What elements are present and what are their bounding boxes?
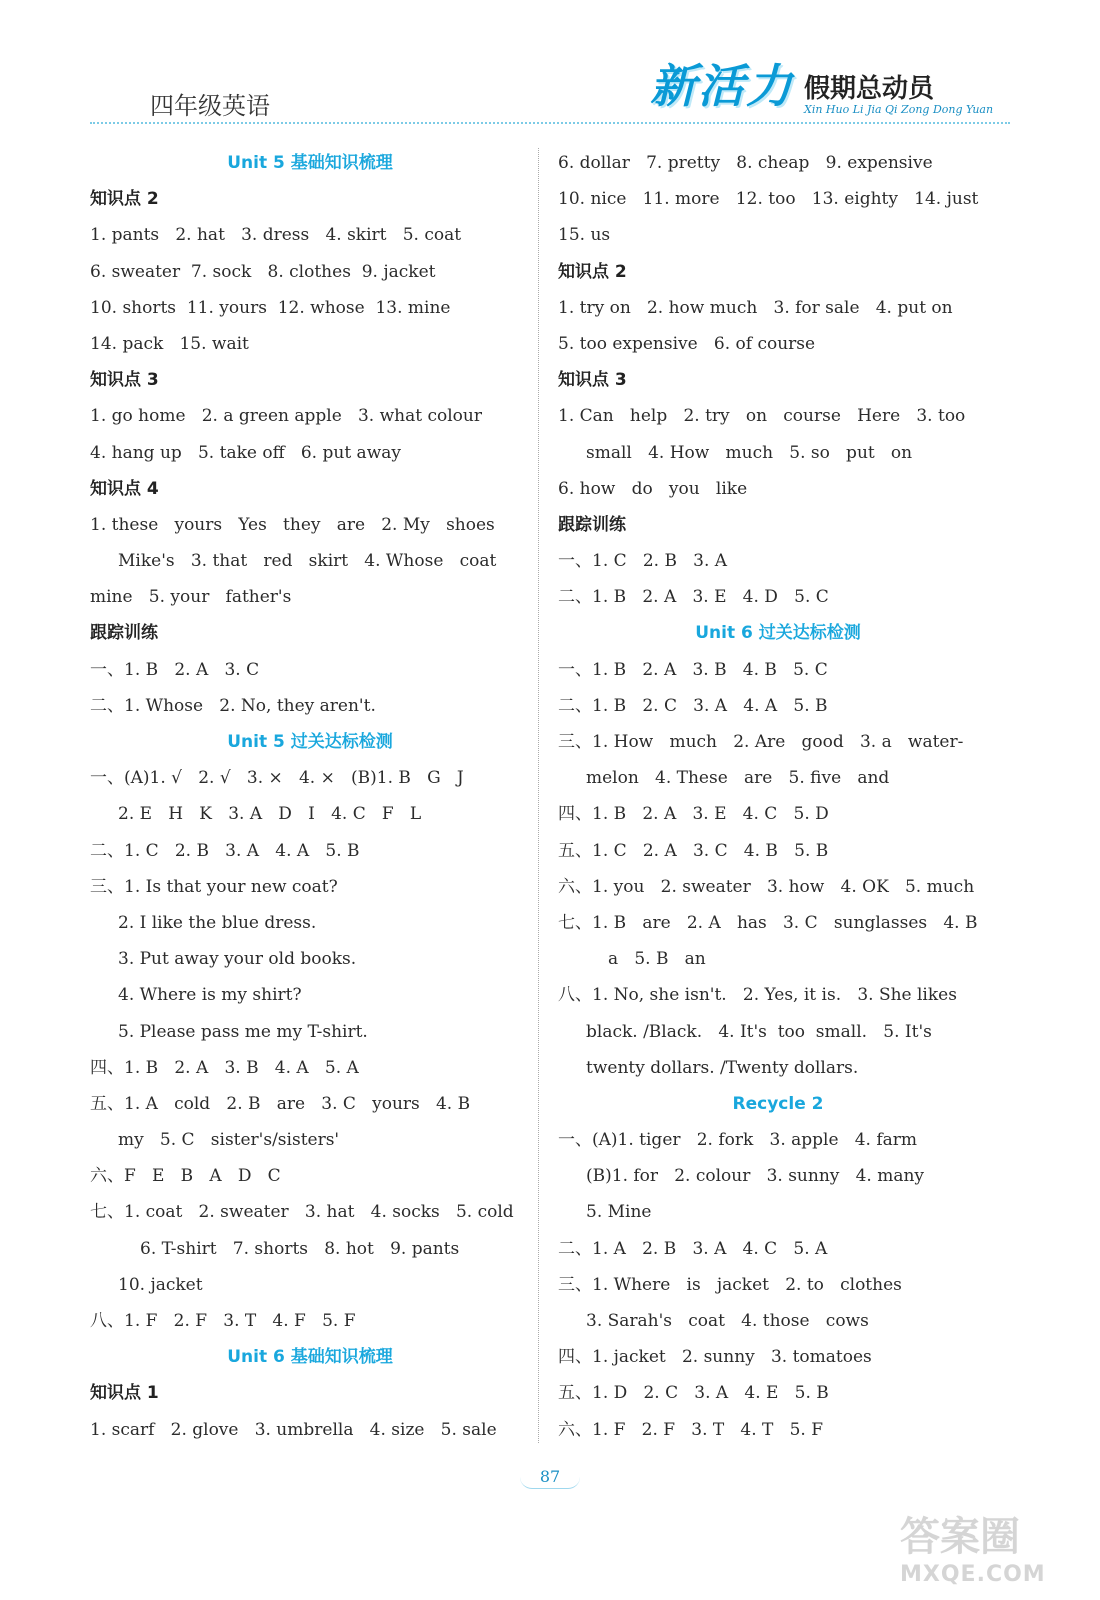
answer-line-continued: black. /Black. 4. It's too small. 5. It's (586, 1021, 932, 1042)
answer-line-continued: 5. Mine (586, 1202, 652, 1223)
subsection-heading: 知识点 3 (558, 370, 627, 391)
answer-line: 14. pack 15. wait (90, 333, 249, 354)
answer-line: 1. scarf 2. glove 3. umbrella 4. size 5. sale (90, 1419, 497, 1440)
subsection-heading: 知识点 2 (90, 189, 159, 210)
answer-line: 四、1. B 2. A 3. B 4. A 5. A (90, 1057, 359, 1078)
answer-line-continued: 3. Sarah's coat 4. those cows (586, 1311, 869, 1331)
subsection-heading: 知识点 1 (90, 1383, 159, 1404)
answer-line: 一、(A)1. tiger 2. fork 3. apple 4. farm (558, 1130, 918, 1151)
answer-line: 一、1. B 2. A 3. C (90, 659, 260, 680)
answer-line-continued: small 4. How much 5. so put on (586, 442, 913, 463)
answer-line-continued: (B)1. for 2. colour 3. sunny 4. many (586, 1166, 925, 1187)
section-title: Unit 6 基础知识梳理 (227, 1347, 393, 1368)
subsection-heading: 知识点 2 (558, 261, 627, 282)
answer-line: 六、F E B A D C (90, 1166, 281, 1187)
section-title: Unit 6 过关达标检测 (695, 623, 861, 644)
answer-line-continued: 5. Please pass me my T-shirt. (118, 1021, 368, 1042)
subsection-heading: 知识点 4 (90, 478, 159, 499)
answer-line: 二、1. B 2. A 3. E 4. D 5. C (558, 587, 829, 608)
answer-line: 五、1. A cold 2. B are 3. C yours 4. B (90, 1093, 471, 1114)
answer-line-continued: 6. T-shirt 7. shorts 8. hot 9. pants (140, 1238, 460, 1259)
answer-line-continued: 10. jacket (118, 1274, 203, 1295)
answer-line: 10. shorts 11. yours 12. whose 13. mine (90, 297, 451, 318)
brand-pinyin: Xin Huo Li Jia Qi Zong Dong Yuan (804, 103, 994, 116)
answer-line: 6. sweater 7. sock 8. clothes 9. jacket (90, 261, 436, 282)
answer-line: 四、1. jacket 2. sunny 3. tomatoes (558, 1347, 872, 1368)
watermark-site: MXQE.COM (900, 1562, 1046, 1587)
subsection-heading: 知识点 3 (90, 370, 159, 391)
answer-line-continued: twenty dollars. /Twenty dollars. (586, 1057, 859, 1078)
answer-line: 1. these yours Yes they are 2. My shoes (90, 514, 495, 535)
subsection-heading: 跟踪训练 (90, 623, 158, 644)
answer-line: 二、1. B 2. C 3. A 4. A 5. B (558, 695, 828, 716)
section-title: Unit 5 基础知识梳理 (227, 153, 393, 173)
column-divider (538, 148, 539, 1443)
answer-line: 二、1. Whose 2. No, they aren't. (90, 695, 376, 716)
answer-line-continued: 2. E H K 3. A D I 4. C F L (118, 804, 422, 825)
answer-line: 六、1. you 2. sweater 3. how 4. OK 5. much (558, 876, 975, 897)
answer-line: 三、1. How much 2. Are good 3. a water- (558, 732, 964, 752)
answer-line: 五、1. C 2. A 3. C 4. B 5. B (558, 840, 829, 861)
answer-line: 6. how do you like (558, 478, 748, 499)
answer-line: 4. hang up 5. take off 6. put away (90, 442, 401, 463)
answer-line-continued: melon 4. These are 5. five and (586, 768, 890, 789)
answer-line: 七、1. B are 2. A has 3. C sunglasses 4. B (558, 912, 978, 933)
answer-line: 1. pants 2. hat 3. dress 4. skirt 5. coat (90, 225, 462, 246)
answer-column-left (90, 145, 530, 1448)
answer-line-continued: 3. Put away your old books. (118, 949, 357, 970)
site-watermark (900, 1505, 1080, 1590)
answer-line: 6. dollar 7. pretty 8. cheap 9. expensive (558, 153, 933, 173)
answer-line: mine 5. your father's (90, 587, 292, 608)
answer-line: 一、(A)1. √ 2. √ 3. × 4. × (B)1. B G J (90, 768, 464, 789)
answer-line: 10. nice 11. more 12. too 13. eighty 14. just (558, 189, 979, 210)
brand-title: 假期总动员 (804, 74, 935, 104)
watermark-mark: 答案圈 (900, 1514, 1020, 1560)
page-header (0, 0, 1100, 130)
subsection-heading: 跟踪训练 (558, 514, 626, 535)
answer-line-continued: 4. Where is my shirt? (118, 985, 302, 1006)
answer-line: 五、1. D 2. C 3. A 4. E 5. B (558, 1383, 829, 1404)
answer-line: 1. go home 2. a green apple 3. what colour (90, 406, 482, 427)
answer-line: 三、1. Where is jacket 2. to clothes (558, 1274, 902, 1295)
answer-line-continued: a 5. B an (608, 949, 706, 970)
page-footer (0, 1465, 1100, 1505)
answer-line: 一、1. C 2. B 3. A (558, 551, 728, 572)
answer-line: 二、1. C 2. B 3. A 4. A 5. B (90, 840, 360, 861)
answer-line: 七、1. coat 2. sweater 3. hat 4. socks 5. cold (90, 1202, 514, 1223)
section-title: Unit 5 过关达标检测 (227, 732, 393, 752)
answer-line: 八、1. No, she isn't. 2. Yes, it is. 3. She likes (558, 985, 957, 1006)
answer-line: 二、1. A 2. B 3. A 4. C 5. A (558, 1238, 828, 1259)
answer-line: 15. us (558, 225, 611, 246)
answer-line-continued: 2. I like the blue dress. (118, 912, 317, 933)
answer-line-continued: Mike's 3. that red skirt 4. Whose coat (118, 551, 497, 572)
series-brand-logo (650, 50, 1010, 125)
answer-line: 1. try on 2. how much 3. for sale 4. put on (558, 297, 953, 318)
answer-line: 六、1. F 2. F 3. T 4. T 5. F (558, 1419, 824, 1440)
answer-line: 5. too expensive 6. of course (558, 333, 816, 354)
answer-line: 八、1. F 2. F 3. T 4. F 5. F (90, 1311, 356, 1331)
answer-line-continued: my 5. C sister's/sisters' (118, 1130, 340, 1151)
answer-line: 三、1. Is that your new coat? (90, 876, 338, 897)
answer-line: 四、1. B 2. A 3. E 4. C 5. D (558, 804, 829, 825)
section-title: Recycle 2 (732, 1093, 824, 1114)
answer-line: 一、1. B 2. A 3. B 4. B 5. C (558, 659, 828, 680)
grade-subject-title: 四年级英语 (150, 92, 270, 120)
header-divider (90, 122, 1010, 124)
brand-stylized-text: 新活力 (650, 59, 794, 113)
answer-column-right (558, 145, 998, 1448)
page-number: 87 (520, 1465, 580, 1489)
answer-line: 1. Can help 2. try on course Here 3. too (558, 406, 966, 427)
